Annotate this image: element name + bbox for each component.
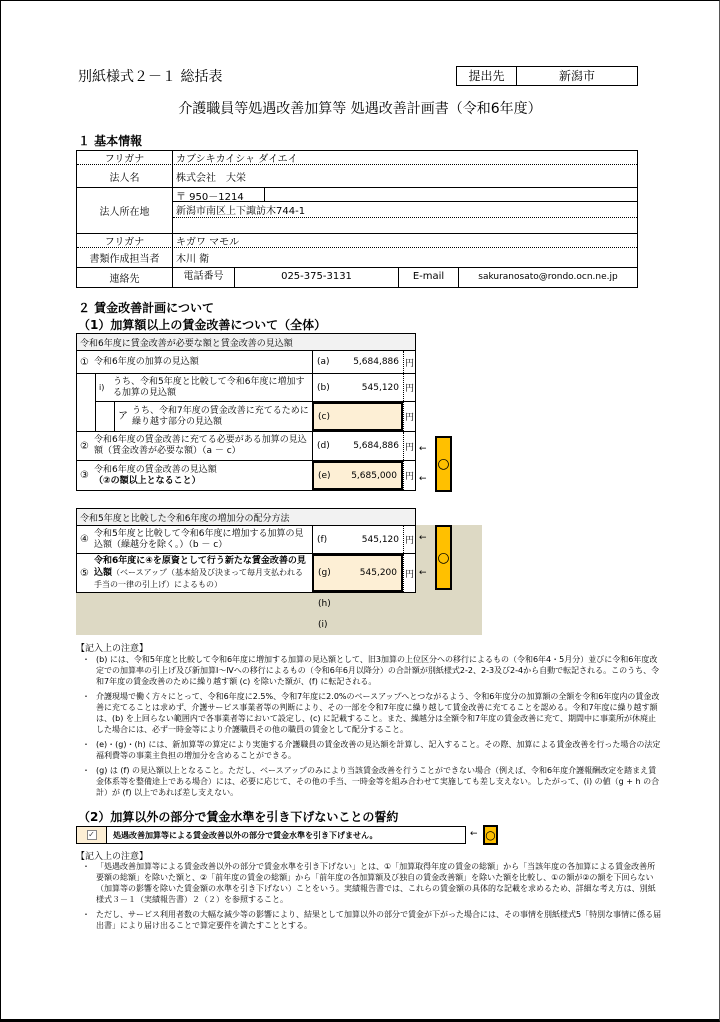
allocation-table-header: 令和5年度と比較した令和6年度の増加分の配分方法 bbox=[77, 509, 415, 526]
postal-code[interactable]: 〒 950－1214 bbox=[173, 188, 265, 202]
row-label: うち、令和7年度の賃金改善に充てるために繰り越す部分の見込額 bbox=[132, 405, 309, 427]
phone-value[interactable]: 025-375-3131 bbox=[235, 268, 399, 287]
note-item: ・ 介護現場で働く方々にとって、令和6年度に2.5%、令和7年度に2.0%のベースアップへとつながるよう、令和6年度分の加算額の全額を令和6年度内の賃金改善に充てることは求めず、介護サービス事業者等の判断により、その一部を令和7年度に繰り越して賃金改善に充てることを認める。令和7年度に繰り越す額は、(b) を上回らない範囲内で各事業者等において設定し、(c) に記載すること。また、繰越分は全額令和7年度の賃金改善に充て、期間中に事業所が休廃止した場合には、必ず一時金等により介護職員その他の職員の賃金として配分すること。 bbox=[82, 691, 662, 735]
arrow-icon: ← bbox=[419, 474, 427, 484]
baseup-input[interactable] bbox=[312, 554, 403, 592]
row-number: ② bbox=[80, 440, 89, 452]
row-label: 令和6年度の賃金改善に充てる必要がある加算の見込額（賃金改善が必要な額）（a － c） bbox=[94, 435, 307, 456]
hidden-code-h: (h) bbox=[318, 599, 331, 609]
section2-sub2-heading: （2）加算以外の部分で賃金水準を引き下げないことの誓約 bbox=[78, 810, 399, 824]
furigana-value[interactable]: カブシキカイシャ ダイエイ bbox=[176, 154, 298, 165]
unit-yen: 円 bbox=[403, 461, 415, 490]
value-code: (g) bbox=[318, 568, 331, 578]
row-label-note: （ベースアップ（基本給及び決まって毎月支払われる手当の一律の引上げ）によるもの） bbox=[94, 567, 304, 589]
pledge-row bbox=[76, 826, 466, 844]
row-label-note: （②の額以上となること） bbox=[94, 475, 201, 486]
corp-name-label: 法人名 bbox=[77, 165, 173, 187]
unit-yen: 円 bbox=[403, 402, 415, 431]
pledge-checkbox[interactable]: ✓ bbox=[88, 830, 95, 839]
author-furigana-value[interactable]: キガワ マモル bbox=[176, 237, 240, 248]
furigana-label: フリガナ bbox=[77, 151, 173, 164]
table-row bbox=[77, 351, 415, 374]
address-value[interactable]: 新潟市南区上下諏訪木744-1 bbox=[173, 202, 637, 218]
email-label: E-mail bbox=[399, 268, 459, 287]
table-row bbox=[77, 526, 415, 554]
arrow-icon: ← bbox=[419, 568, 427, 578]
row-number: ④ bbox=[80, 534, 89, 545]
value-d: 5,684,886 bbox=[353, 441, 399, 451]
row-label: 令和6年度の賃金改善の見込額 bbox=[94, 464, 217, 475]
carryover-input[interactable] bbox=[312, 402, 403, 431]
section2-sub1-heading: （1）加算額以上の賃金改善について（全体） bbox=[78, 318, 327, 332]
address-label: 法人所在地 bbox=[77, 188, 173, 233]
row-label: 令和5年度と比較して令和6年度に増加する加算の見込額（繰越分を除く。）（b － c） bbox=[94, 528, 304, 550]
value-code: (e) bbox=[318, 470, 331, 481]
contact-label: 連絡先 bbox=[77, 268, 173, 287]
table-row-group bbox=[77, 374, 415, 432]
check-ok-badge: ○ bbox=[435, 436, 452, 492]
check-ok-badge: ○ bbox=[483, 825, 498, 845]
section1-heading: １ 基本情報 bbox=[78, 134, 143, 148]
notes-title-2: 【記入上の注意】 bbox=[76, 852, 149, 862]
form-id: 別紙様式２－１ 総括表 bbox=[78, 69, 223, 85]
document-title: 介護職員等処遇改善加算等 処遇改善計画書（令和6年度） bbox=[178, 101, 542, 117]
value-code: (d) bbox=[317, 441, 330, 451]
submit-to-label: 提出先 bbox=[457, 67, 517, 85]
table-row bbox=[77, 554, 415, 592]
row-label: うち、令和5年度と比較して令和6年度に増加する加算の見込額 bbox=[113, 376, 305, 398]
arrow-icon: ← bbox=[470, 829, 478, 839]
value-g: 545,200 bbox=[359, 568, 397, 578]
note-item: ・ (b) には、令和5年度と比較して令和6年度に増加する加算の見込額として、旧3加算の上位区分への移行によるもの（令和6年4・5月分）並びに令和6年度改定での加算率の引上げ及び新加算Ⅰ～Ⅳへの移行によるもの（令和6年6月以降分）の合計額が別紙様式2-2、2-3及び2-4から自動で転記される。このうち、令和7年度の賃金改善のために繰り越す額 (c) を除いた額が、(f) に転記される。 bbox=[82, 654, 662, 687]
author-label: 書類作成担当者 bbox=[77, 248, 173, 267]
value-e: 5,685,000 bbox=[351, 470, 397, 481]
hidden-code-i: (i) bbox=[318, 620, 328, 630]
check-ok-badge: ○ bbox=[435, 525, 452, 590]
note-item: ・ 「処遇改善加算等による賃金改善以外の部分で賃金水準を引き下げない」とは、①「加算取得年度の賃金の総額」から「当該年度の各加算による賃金改善所要額の総額」を除いた額と、②「前年度の賃金の総額」から「前年度の各加算額及び独自の賃金改善額」を除いた額を比較し、①の額が②の額を下回らない（加算等の影響を除いた賃金額の水準を引き下げない）ことをいう。実績報告書では、これらの賃金額の具体的な記載を求めるため、詳細な考え方は、別紙様式３－１（実績報告書）２（２）を参照すること。 bbox=[82, 861, 662, 905]
value-f: 545,120 bbox=[361, 534, 399, 545]
unit-yen: 円 bbox=[403, 351, 415, 373]
row-number: ⅰ) bbox=[99, 383, 105, 392]
unit-yen: 円 bbox=[403, 374, 415, 401]
value-a: 5,684,886 bbox=[353, 357, 399, 367]
note-item: ・ (g) は (f) の見込額以上となること。ただし、ベースアップのみにより当該賃金改善を行うことができない場合（例えば、令和6年度介護報酬改定を踏まえ賃金体系等を整備途上である場合）には、必要に応じて、その他の手当、一時金等を組み合わせて実施しても差し支えない。したがって、(i) の値（g + h の合計）が (f) 以上であれば差し支えない。 bbox=[82, 765, 662, 798]
wage-improvement-input[interactable] bbox=[312, 461, 403, 490]
pledge-text: 処遇改善加算等による賃金改善以外の部分で賃金水準を引き下げません。 bbox=[113, 830, 378, 840]
table-row bbox=[77, 432, 415, 461]
table-row bbox=[77, 461, 415, 490]
wage-plan-table-header: 令和6年度に賃金改善が必要な額と賃金改善の見込額 bbox=[77, 334, 415, 351]
section2-heading: ２ 賃金改善計画について bbox=[78, 301, 214, 315]
author-furigana-label: フリガナ bbox=[77, 234, 173, 247]
value-b: 545,120 bbox=[361, 382, 399, 393]
notes-title: 【記入上の注意】 bbox=[76, 644, 149, 654]
notes-list-2 bbox=[82, 861, 662, 935]
email-value[interactable]: sakuranosato@rondo.ocn.ne.jp bbox=[478, 272, 618, 282]
note-item: ・ (e)・(g)・(h) には、新加算等の算定により実施する介護職員の賃金改善の見込額を計算し、記入すること。その際、加算による賃金改善を行った場合の法定福利費等の事業主負担の増加分を含めることができる。 bbox=[82, 739, 662, 761]
unit-yen: 円 bbox=[403, 432, 415, 460]
wage-plan-table bbox=[76, 333, 416, 491]
row-number: ③ bbox=[80, 470, 89, 481]
submit-to-value[interactable]: 新潟市 bbox=[558, 69, 595, 83]
row-number: ア bbox=[118, 411, 128, 422]
row-number: ⑤ bbox=[80, 567, 89, 579]
value-code: (a) bbox=[317, 357, 330, 367]
corp-name-value[interactable]: 株式会社 大栄 bbox=[176, 172, 246, 184]
arrow-icon: ← bbox=[419, 533, 427, 543]
submit-to-box bbox=[456, 66, 638, 86]
address-line2[interactable] bbox=[173, 218, 637, 233]
row-label: 令和6年度の加算の見込額 bbox=[94, 356, 199, 367]
unit-yen: 円 bbox=[403, 526, 415, 553]
unit-yen: 円 bbox=[403, 554, 415, 592]
value-code: (c) bbox=[318, 411, 330, 422]
row-label: 令和6年度に④を原資として行う新たな賃金改善の見込額 bbox=[94, 555, 306, 578]
allocation-table bbox=[76, 508, 416, 593]
arrow-icon: ← bbox=[419, 444, 427, 454]
value-code: (b) bbox=[317, 382, 330, 393]
notes-list-1 bbox=[82, 654, 662, 802]
basic-info-table bbox=[76, 150, 638, 288]
note-item: ・ ただし、サービス利用者数の大幅な減少等の影響により、結果として加算以外の部分で賃金が下がった場合には、その事情を別紙様式5「特別な事情に係る届出書」により届け出ることで算定要件を満たすこととする。 bbox=[82, 909, 662, 931]
phone-label: 電話番号 bbox=[173, 268, 235, 287]
author-value[interactable]: 木川 衛 bbox=[176, 254, 210, 265]
row-number: ① bbox=[80, 356, 89, 368]
value-code: (f) bbox=[317, 534, 328, 545]
